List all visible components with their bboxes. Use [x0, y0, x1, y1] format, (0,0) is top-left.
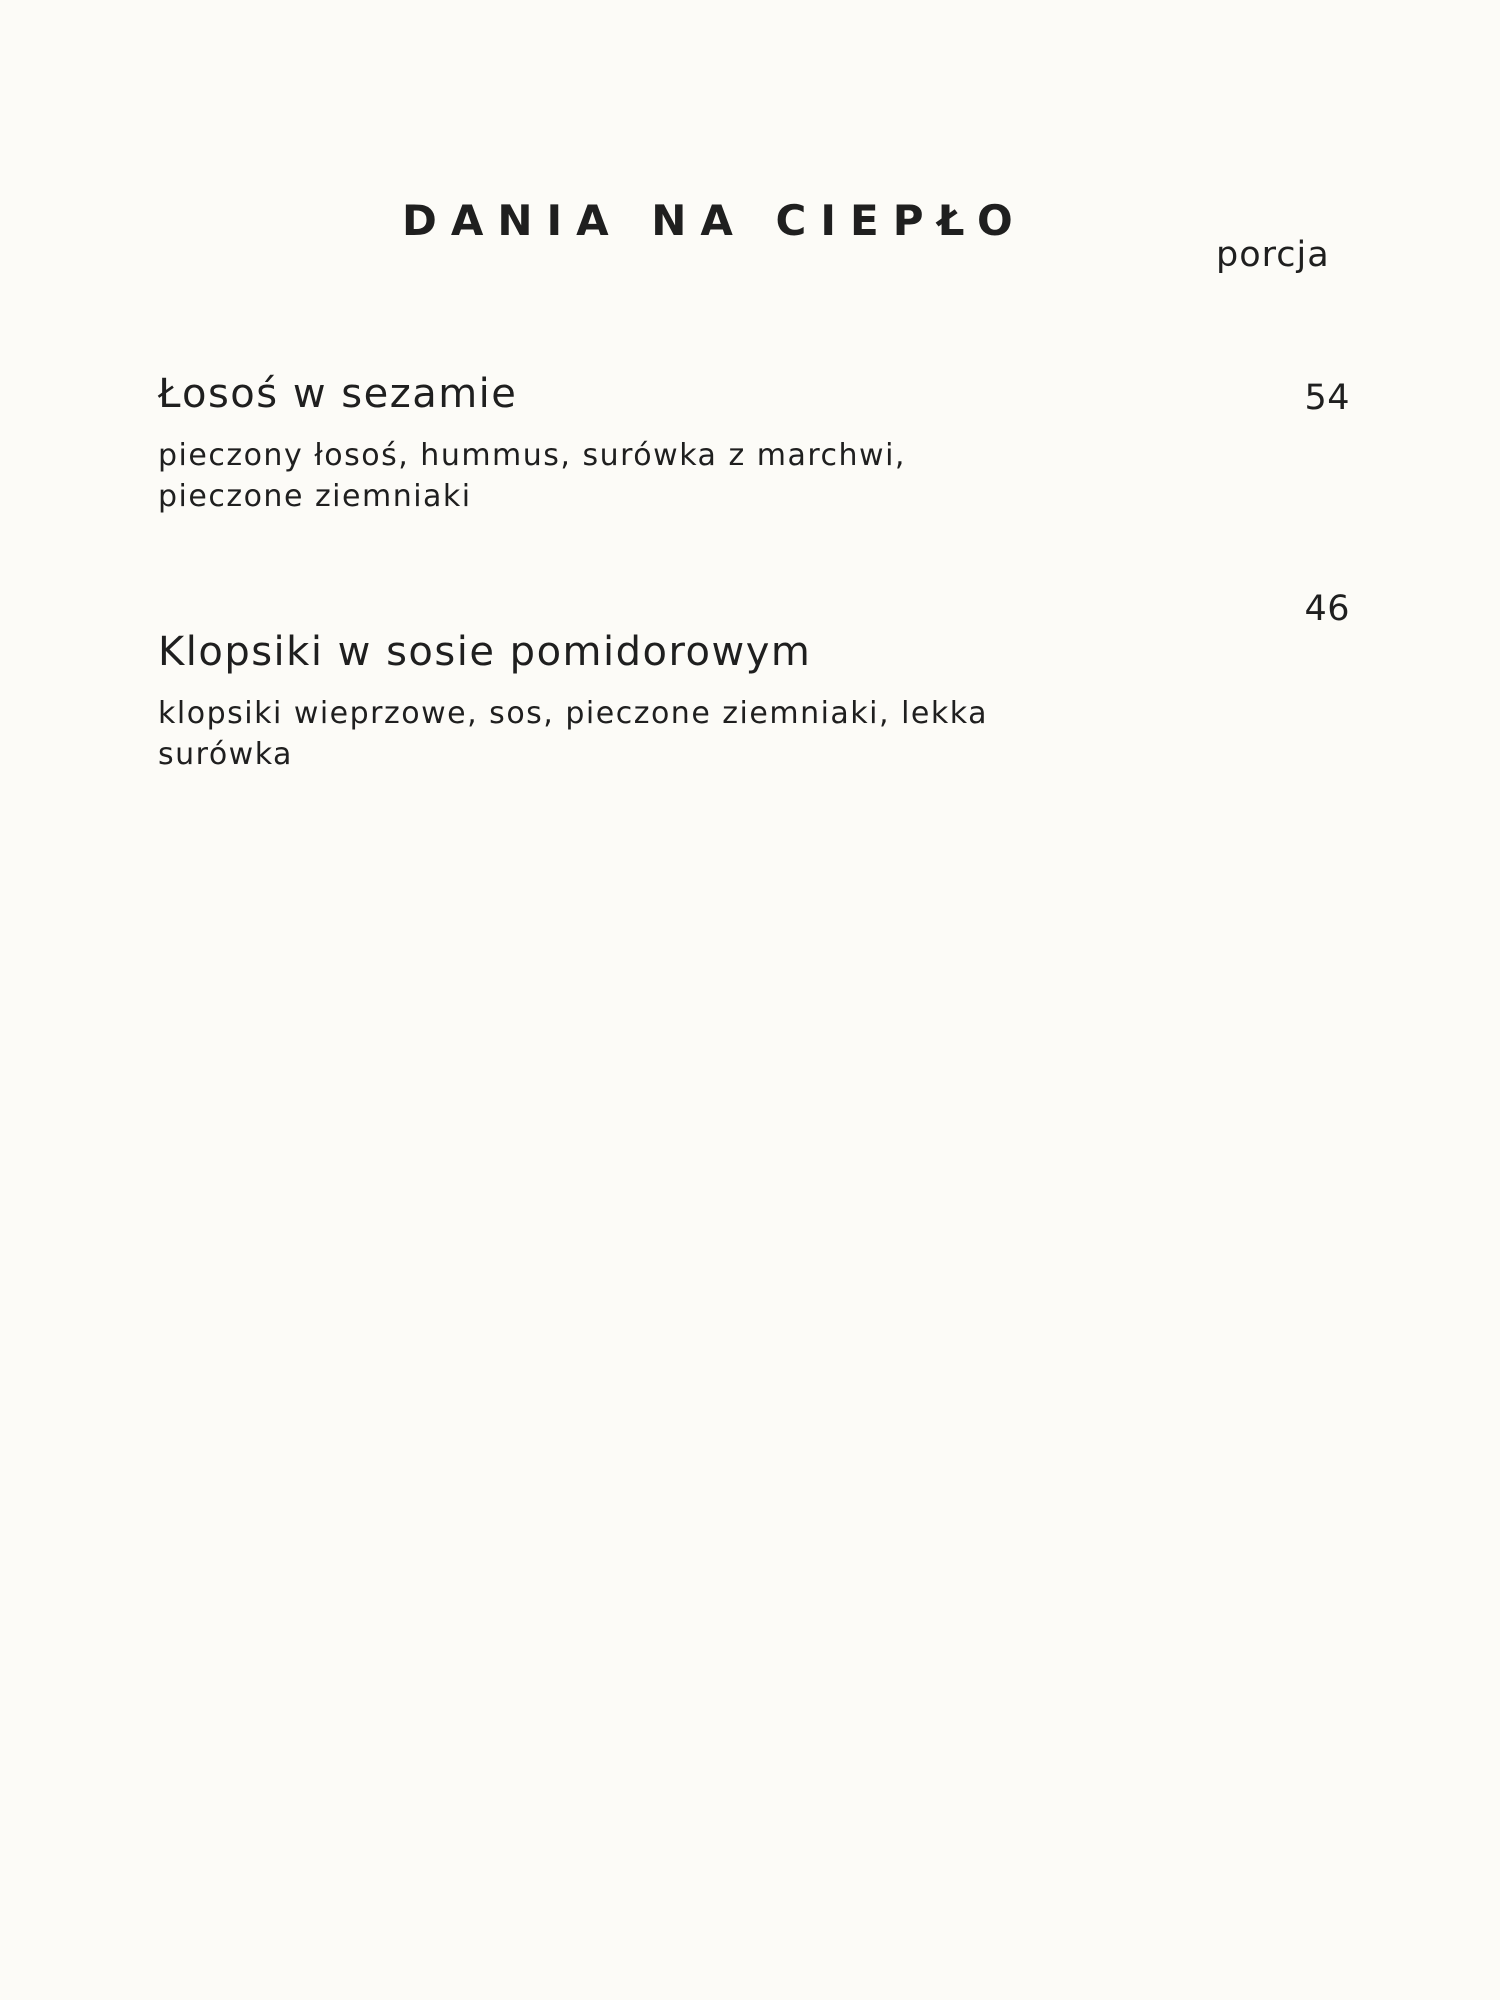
menu-item-description: klopsiki wieprzowe, sos, pieczone ziemniaki, lekka surówka: [158, 696, 988, 772]
menu-item: [158, 589, 1358, 822]
menu-item-name: Łosoś w sezamie: [158, 371, 518, 417]
portion-column-header: porcja: [1216, 235, 1330, 275]
menu-item-name: Klopsiki w sosie pomidorowym: [158, 629, 812, 675]
menu-item-price: 54: [1304, 378, 1350, 418]
menu-item-description: pieczony łosoś, hummus, surówka z marchwi, pieczone ziemniaki: [158, 438, 906, 514]
menu-item: [158, 371, 1358, 564]
menu-item-price: 46: [1304, 589, 1350, 629]
section-title: DANIA NA CIEPŁO: [402, 196, 1027, 245]
